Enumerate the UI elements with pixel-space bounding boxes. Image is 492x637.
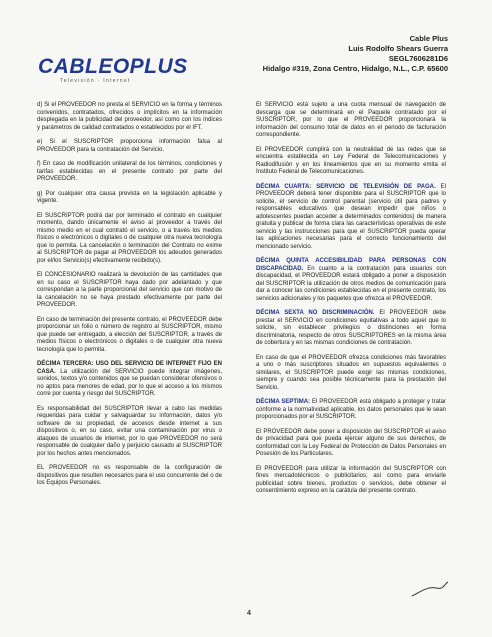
section-13-body: La utilización del SERVICIO puede integrar imágenes, sonidos, textos y/o contenidos que se puedan considerar ofensivos o no aptos para menores de edad, por lo que el acceso a los mismos corre por cuenta y riesgo del SUSCRIPTOR. bbox=[37, 368, 222, 397]
refund-paragraph: El CONCESIONARIO realizará la devolución de las cantidades que en su caso el SUSCRIPTOR haya dado por adelantado y que correspondan a la parte proporcional del servicio que con motivo de la cancelación no se haya prestado efectivamente por parte del PROVEEDOR. bbox=[37, 272, 222, 308]
company-logo bbox=[38, 56, 218, 92]
termination-paragraph: El SUSCRIPTOR podrá dar por terminado el contrato en cualquier momento, dando únicamente el aviso al proveedor a través del mismo medio en el cual contrató el servicio, o a través los medios físicos o electrónicos o digitales o de cualquier otra nueva tecnología que lo permita. La cancelación o terminación del Contrato no exime al SUSCRIPTOR de pagar al PROVEEDOR los adeudos generados por el/los Servicio(s) efectivamente recibido(s). bbox=[37, 212, 222, 264]
company-name: Cable Plus bbox=[409, 34, 448, 43]
company-owner: Luis Rodolfo Shears Guerra bbox=[348, 44, 448, 53]
section-15 bbox=[256, 258, 446, 303]
equal-conditions-paragraph: En caso de que el PROVEEDOR ofrezca condiciones más favorables a uno o más suscriptores situados en supuestos equivalentes o similares, el SUSCRIPTOR puede exigir las mismas condiciones, siempre y cuando sea posible técnicamente para la prestación del Servicio. bbox=[256, 354, 446, 391]
config-paragraph: EL PROVEEDOR no es responsable de la configuración de dispositivos que resulten necesarios para el uso concurrente del o de los Equipos Personales. bbox=[37, 465, 222, 486]
section-14 bbox=[256, 184, 446, 252]
logo-tagline: Televisión · Internet bbox=[60, 78, 131, 84]
security-paragraph: Es responsabilidad del SUSCRIPTOR llevar a cabo las medidas requeridas para cuidar y salvaguardar su información, datos y/o software de su propiedad, de accesos desde internet a sus dispositivos o, en su caso, evitar una contaminación por virus o ataques de usuarios de internet, por lo que PROVEEDOR no será responsable de cualquier daño y perjuicio causado al SUSCRIPTOR por los hechos antes mencionados. bbox=[37, 405, 222, 457]
left-column bbox=[37, 102, 222, 495]
logo-wordmark: CABLEOPLUS bbox=[38, 55, 188, 78]
marketing-consent-paragraph: El PROVEEDOR para utilizar la información del SUSCRIPTOR con fines mercadotécnicos o publicitarios; así como para enviarle publicidad sobre bienes, productos o servicios, debe obtener el consentimiento expreso en la carátula del presente contrato. bbox=[256, 465, 446, 494]
clause-d: d) Si el PROVEEDOR no presta el SERVICIO en la forma y términos convenidos, contratados, ofrecidos o implícitos en la información desplegada en la publicidad del proveedor, así como con los índices y parámetros de calidad contratados o establecidos por el IFT. bbox=[37, 102, 222, 131]
clause-e: e) Si el SUSCRIPTOR proporciona información falsa al PROVEEDOR para la contratación del Servicio. bbox=[37, 139, 222, 153]
folio-paragraph: En caso de terminación del presente contrato, el PROVEEDOR debe proporcionar un folio o número de registro al SUSCRIPTOR, mismo que puede ser entregado, a elección del SUSCRIPTOR, a través de medios físicos o electrónicos o digitales o de cualquier otra nueva tecnología que lo permita. bbox=[37, 316, 222, 353]
company-address: Hidalgo #319, Zona Centro, Hidalgo, N.L., C.P. 65600 bbox=[262, 64, 448, 73]
page-number: 4 bbox=[247, 610, 251, 617]
section-17-body: El PROVEEDOR está obligado a proteger y tratar conforme a la normatividad aplicable, los datos personales que le sean proporcionados por el SUSCRIPTOR. bbox=[256, 399, 446, 420]
clause-f: f) En caso de modificación unilateral de los términos, condiciones y tarifas establecidas en el presente contrato por parte del PROVEEDOR. bbox=[37, 161, 222, 182]
section-14-title: DÉCIMA CUARTA: SERVICIO DE TELEVISIÓN DE PAGA. bbox=[256, 183, 436, 190]
section-13-title: DÉCIMA TERCERA: USO DEL SERVICIO DE INTERNET FIJO EN CASA. bbox=[37, 361, 222, 375]
section-16-body: El PROVEEDOR debe prestar el SERVICIO en condiciones equitativas a todo aquel que lo solicite, sin establecer privilegios o distinciones en forma discriminatoria, respecto de otros SUSCRIPTORES en la misma área de cobertura y en las mismas condiciones de contratación. bbox=[256, 310, 446, 346]
signature-mark bbox=[410, 580, 450, 600]
section-17 bbox=[256, 399, 446, 422]
section-15-title: DÉCIMA QUINTA ACCESIBILIDAD PARA PERSONAS CON DISCAPACIDAD. bbox=[256, 258, 446, 272]
company-header bbox=[263, 34, 448, 74]
right-column bbox=[256, 102, 446, 503]
neutrality-paragraph: El PROVEEDOR cumplirá con la neutralidad de las redes que se encuentra establecida en Ley Federal de Telecomunicaciones y Radiodifusión y en los lineamientos que en su momento emita el Instituto Federal de Telecomunicaciones. bbox=[256, 146, 446, 175]
privacy-notice-paragraph: El PROVEEDOR debe poner a disposición del SUSCRIPTOR el aviso de privacidad para que pueda ejercer alguno de sus derechos, de conformidad con la Ley Federal de Protección de Datos Personales en Posesión de los Particulares. bbox=[256, 428, 446, 457]
section-15-body: En cuanto a la contratación para usuarios con discapacidad, el PROVEEDOR estará obligado a poner a disposición del SUSCRIPTOR la utilización de otros medios de comunicación para dar a conocer las condiciones establecidas en el presente contrato, los servicios adicionales y los paquetes que ofrezca el PROVEEDOR. bbox=[256, 265, 446, 302]
section-13 bbox=[37, 361, 222, 399]
company-rfc: SEGL7606281D6 bbox=[388, 54, 448, 63]
clause-g: g) Por cualquier otra causa prevista en la legislación aplicable y vigente. bbox=[37, 190, 222, 204]
section-16 bbox=[256, 310, 446, 348]
quota-paragraph: El SERVICIO está sujeto a una cuota mensual de navegación de descarga que se determinará en el Paquete contratado por el SUSCRIPTOR, por lo que el PROVEEDOR proporcionará la información del consumo total de datos en el periodo de facturación correspondiente. bbox=[256, 102, 446, 138]
section-14-body: El PROVEEDOR deberá tener disponible para el SUSCRIPTOR que lo solicite, el servicio de control parental (servicio útil para padres y responsables educativos que desean impedir que niños o adolescentes puedan acceder a determinados contenidos) de manera gratuita y publicar de forma clara las características operativas de este servicio y las instrucciones para que el SUSCRIPTOR pueda operar las aplicaciones necesarias para el correcto funcionamiento del mencionado servicio. bbox=[256, 183, 446, 250]
section-17-title: DÉCIMA SEPTIMA: bbox=[256, 399, 311, 405]
section-16-title: DÉCIMA SEXTA NO DISCRIMINACIÓN. bbox=[256, 310, 375, 316]
